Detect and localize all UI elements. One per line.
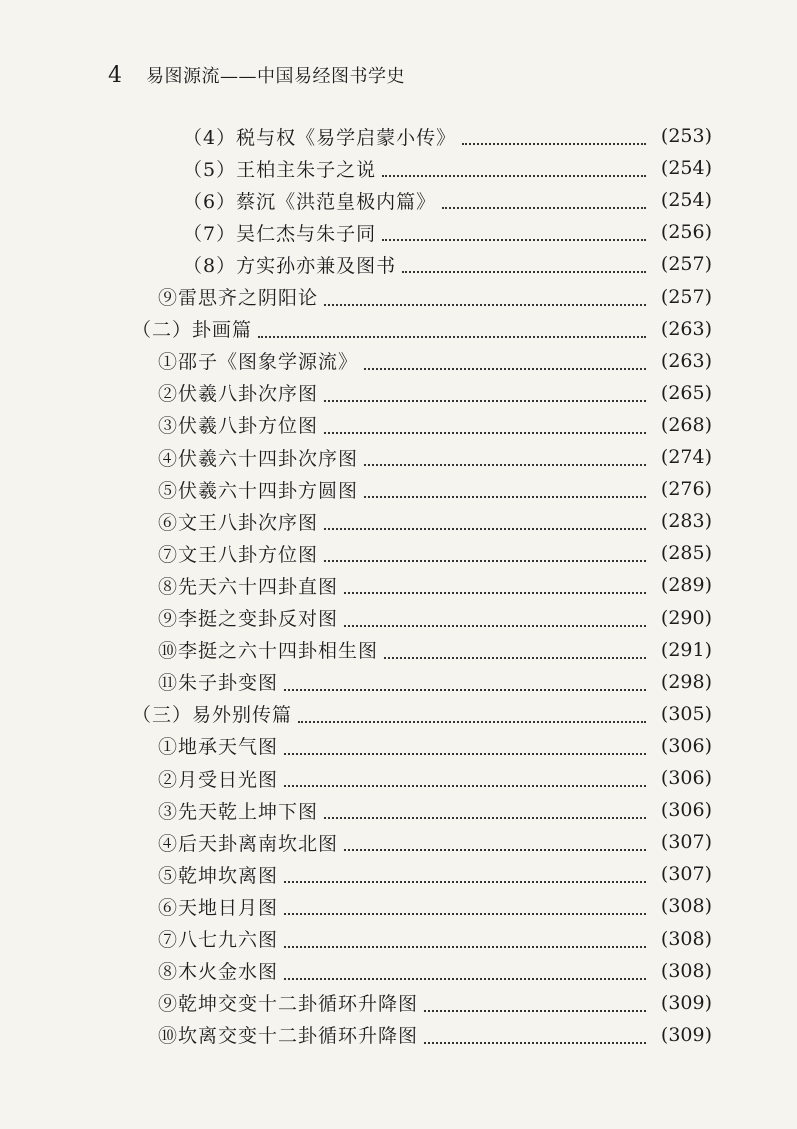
toc-entry <box>158 955 712 987</box>
toc-leader-dots <box>324 526 646 530</box>
toc-entry <box>183 152 712 184</box>
toc-leader-dots <box>442 205 646 209</box>
toc-entry-page: (285) <box>660 542 712 565</box>
toc-entry <box>158 987 712 1019</box>
toc-entry-page: (290) <box>660 606 712 629</box>
toc-leader-dots <box>424 1008 646 1012</box>
toc-entry <box>158 730 712 762</box>
toc-leader-dots <box>258 334 646 338</box>
toc-leader-dots <box>284 911 646 915</box>
toc-leader-dots <box>344 623 646 627</box>
toc-entry-label: ②伏羲八卦次序图 <box>158 383 319 406</box>
toc-leader-dots <box>384 655 646 659</box>
page-number: 4 <box>108 63 122 88</box>
toc-leader-dots <box>382 237 646 241</box>
toc-entry-label: ⑤乾坤坎离图 <box>158 864 279 887</box>
toc-entry-page: (253) <box>660 125 712 147</box>
toc-entry-page: (276) <box>660 478 712 501</box>
running-title: 易图源流——中国易经图书学史 <box>146 66 405 87</box>
toc-entry-label: （二）卦画篇 <box>132 319 253 342</box>
toc-entry-page: (307) <box>660 863 712 886</box>
toc-leader-dots <box>284 944 646 948</box>
toc-entry-label: ③伏羲八卦方位图 <box>158 415 319 438</box>
toc-entry-label: ⑨乾坤交变十二卦循环升降图 <box>158 993 419 1016</box>
toc-leader-dots <box>284 687 646 691</box>
toc-entry <box>158 505 712 537</box>
toc-entry-label: （6）蔡沉《洪范皇极内篇》 <box>183 190 437 213</box>
toc-entry <box>132 313 712 345</box>
toc-leader-dots <box>344 590 646 594</box>
toc-entry-label: （7）吴仁杰与朱子同 <box>183 222 377 245</box>
toc-entry-label: （5）王柏主朱子之说 <box>183 158 377 181</box>
toc-entry-page: (254) <box>660 157 712 180</box>
toc-leader-dots <box>284 976 646 980</box>
toc-entry-label: （4）税与权《易学启蒙小传》 <box>183 126 457 149</box>
toc-entry <box>158 473 712 505</box>
toc-entry <box>158 602 712 634</box>
toc-entry-page: (306) <box>660 799 712 822</box>
toc-entry-label: ⑤伏羲六十四卦方圆图 <box>158 479 359 502</box>
toc-entry-label: ①地承天气图 <box>158 736 279 759</box>
toc-entry-label: ①邵子《图象学源流》 <box>158 351 359 374</box>
toc-entry-label: ⑧木火金水图 <box>158 961 279 984</box>
page-header <box>108 62 405 88</box>
toc-entry-label: ⑨李挺之变卦反对图 <box>158 608 339 630</box>
toc-entry-page: (306) <box>660 767 712 789</box>
toc-entry-label: ⑩坎离交变十二卦循环升降图 <box>158 1025 419 1048</box>
toc-entry <box>158 441 712 473</box>
toc-entry <box>158 794 712 826</box>
toc-leader-dots <box>382 173 646 177</box>
toc-leader-dots <box>364 462 646 466</box>
toc-entry <box>132 698 712 730</box>
toc-entry-label: ⑧先天六十四卦直图 <box>158 575 339 598</box>
toc-leader-dots <box>324 815 646 819</box>
toc-entry-page: (254) <box>660 189 712 212</box>
toc-entry <box>158 377 712 409</box>
toc-entry-label: ③先天乾上坤下图 <box>158 800 319 823</box>
toc-leader-dots <box>284 783 646 787</box>
toc-entry-page: (263) <box>660 317 712 340</box>
toc-entry-page: (256) <box>660 221 712 244</box>
toc-entry <box>158 762 712 794</box>
toc-entry-page: (305) <box>660 702 712 725</box>
toc-entry <box>158 569 712 601</box>
toc-entry <box>158 923 712 955</box>
toc-entry-page: (257) <box>660 253 712 276</box>
toc-entry-page: (309) <box>660 1023 712 1046</box>
toc-entry-label: ⑥天地日月图 <box>158 896 279 919</box>
toc-entry <box>158 1019 712 1051</box>
toc-entry <box>183 184 712 216</box>
toc-entry <box>183 120 712 152</box>
toc-entry-label: ⑦八七九六图 <box>158 929 279 951</box>
toc-entry-label: ⑪朱子卦变图 <box>158 672 279 695</box>
toc-entry-page: (263) <box>660 349 712 372</box>
toc-entry <box>158 537 712 569</box>
toc-leader-dots <box>364 494 646 498</box>
toc-leader-dots <box>324 430 646 434</box>
toc-entry-page: (308) <box>660 927 712 950</box>
toc-leader-dots <box>402 269 646 273</box>
toc-entry-label: ⑦文王八卦方位图 <box>158 543 319 566</box>
toc-entry-label: ④后天卦离南坎北图 <box>158 832 339 855</box>
toc-leader-dots <box>298 719 646 723</box>
toc-entry <box>183 216 712 248</box>
toc-entry-label: ②月受日光图 <box>158 768 279 791</box>
toc-entry-label: ⑥文王八卦次序图 <box>158 511 319 534</box>
toc-leader-dots <box>424 1040 646 1044</box>
toc-entry-page: (306) <box>660 734 712 757</box>
toc-entry <box>158 281 712 313</box>
toc-entry-page: (283) <box>660 510 712 533</box>
toc-entry <box>183 248 712 280</box>
toc-entry-label: ④伏羲六十四卦次序图 <box>158 447 359 470</box>
toc-entry-page: (307) <box>660 831 712 854</box>
toc-leader-dots <box>324 398 646 402</box>
toc-entry-page: (268) <box>660 413 712 436</box>
toc-entry-page: (257) <box>660 285 712 308</box>
toc-entry-label: ⑨雷思齐之阴阳论 <box>158 287 319 309</box>
toc-entry <box>158 634 712 666</box>
toc-entry-label: （8）方实孙亦兼及图书 <box>183 254 397 277</box>
toc-entry <box>158 666 712 698</box>
toc-entry-page: (308) <box>660 959 712 982</box>
toc-entry-label: （三）易外别传篇 <box>132 704 293 727</box>
toc-entry <box>158 858 712 890</box>
toc-leader-dots <box>284 879 646 883</box>
toc-entry-page: (265) <box>660 381 712 404</box>
toc-entry-page: (291) <box>660 638 712 661</box>
toc-entry-page: (298) <box>660 670 712 693</box>
toc-entry <box>158 409 712 441</box>
toc-entry-page: (309) <box>660 991 712 1014</box>
toc-leader-dots <box>324 302 646 306</box>
toc-entry-page: (289) <box>660 574 712 597</box>
toc-leader-dots <box>364 366 646 370</box>
toc-entry <box>158 826 712 858</box>
toc-entry <box>158 345 712 377</box>
toc-entry-label: ⑩李挺之六十四卦相生图 <box>158 640 379 663</box>
toc-leader-dots <box>344 847 646 851</box>
toc-entry-page: (308) <box>660 895 712 918</box>
toc-entry-page: (274) <box>660 446 712 468</box>
toc-leader-dots <box>462 141 646 145</box>
toc-leader-dots <box>284 751 646 755</box>
toc-entry <box>158 890 712 922</box>
toc-leader-dots <box>324 558 646 562</box>
